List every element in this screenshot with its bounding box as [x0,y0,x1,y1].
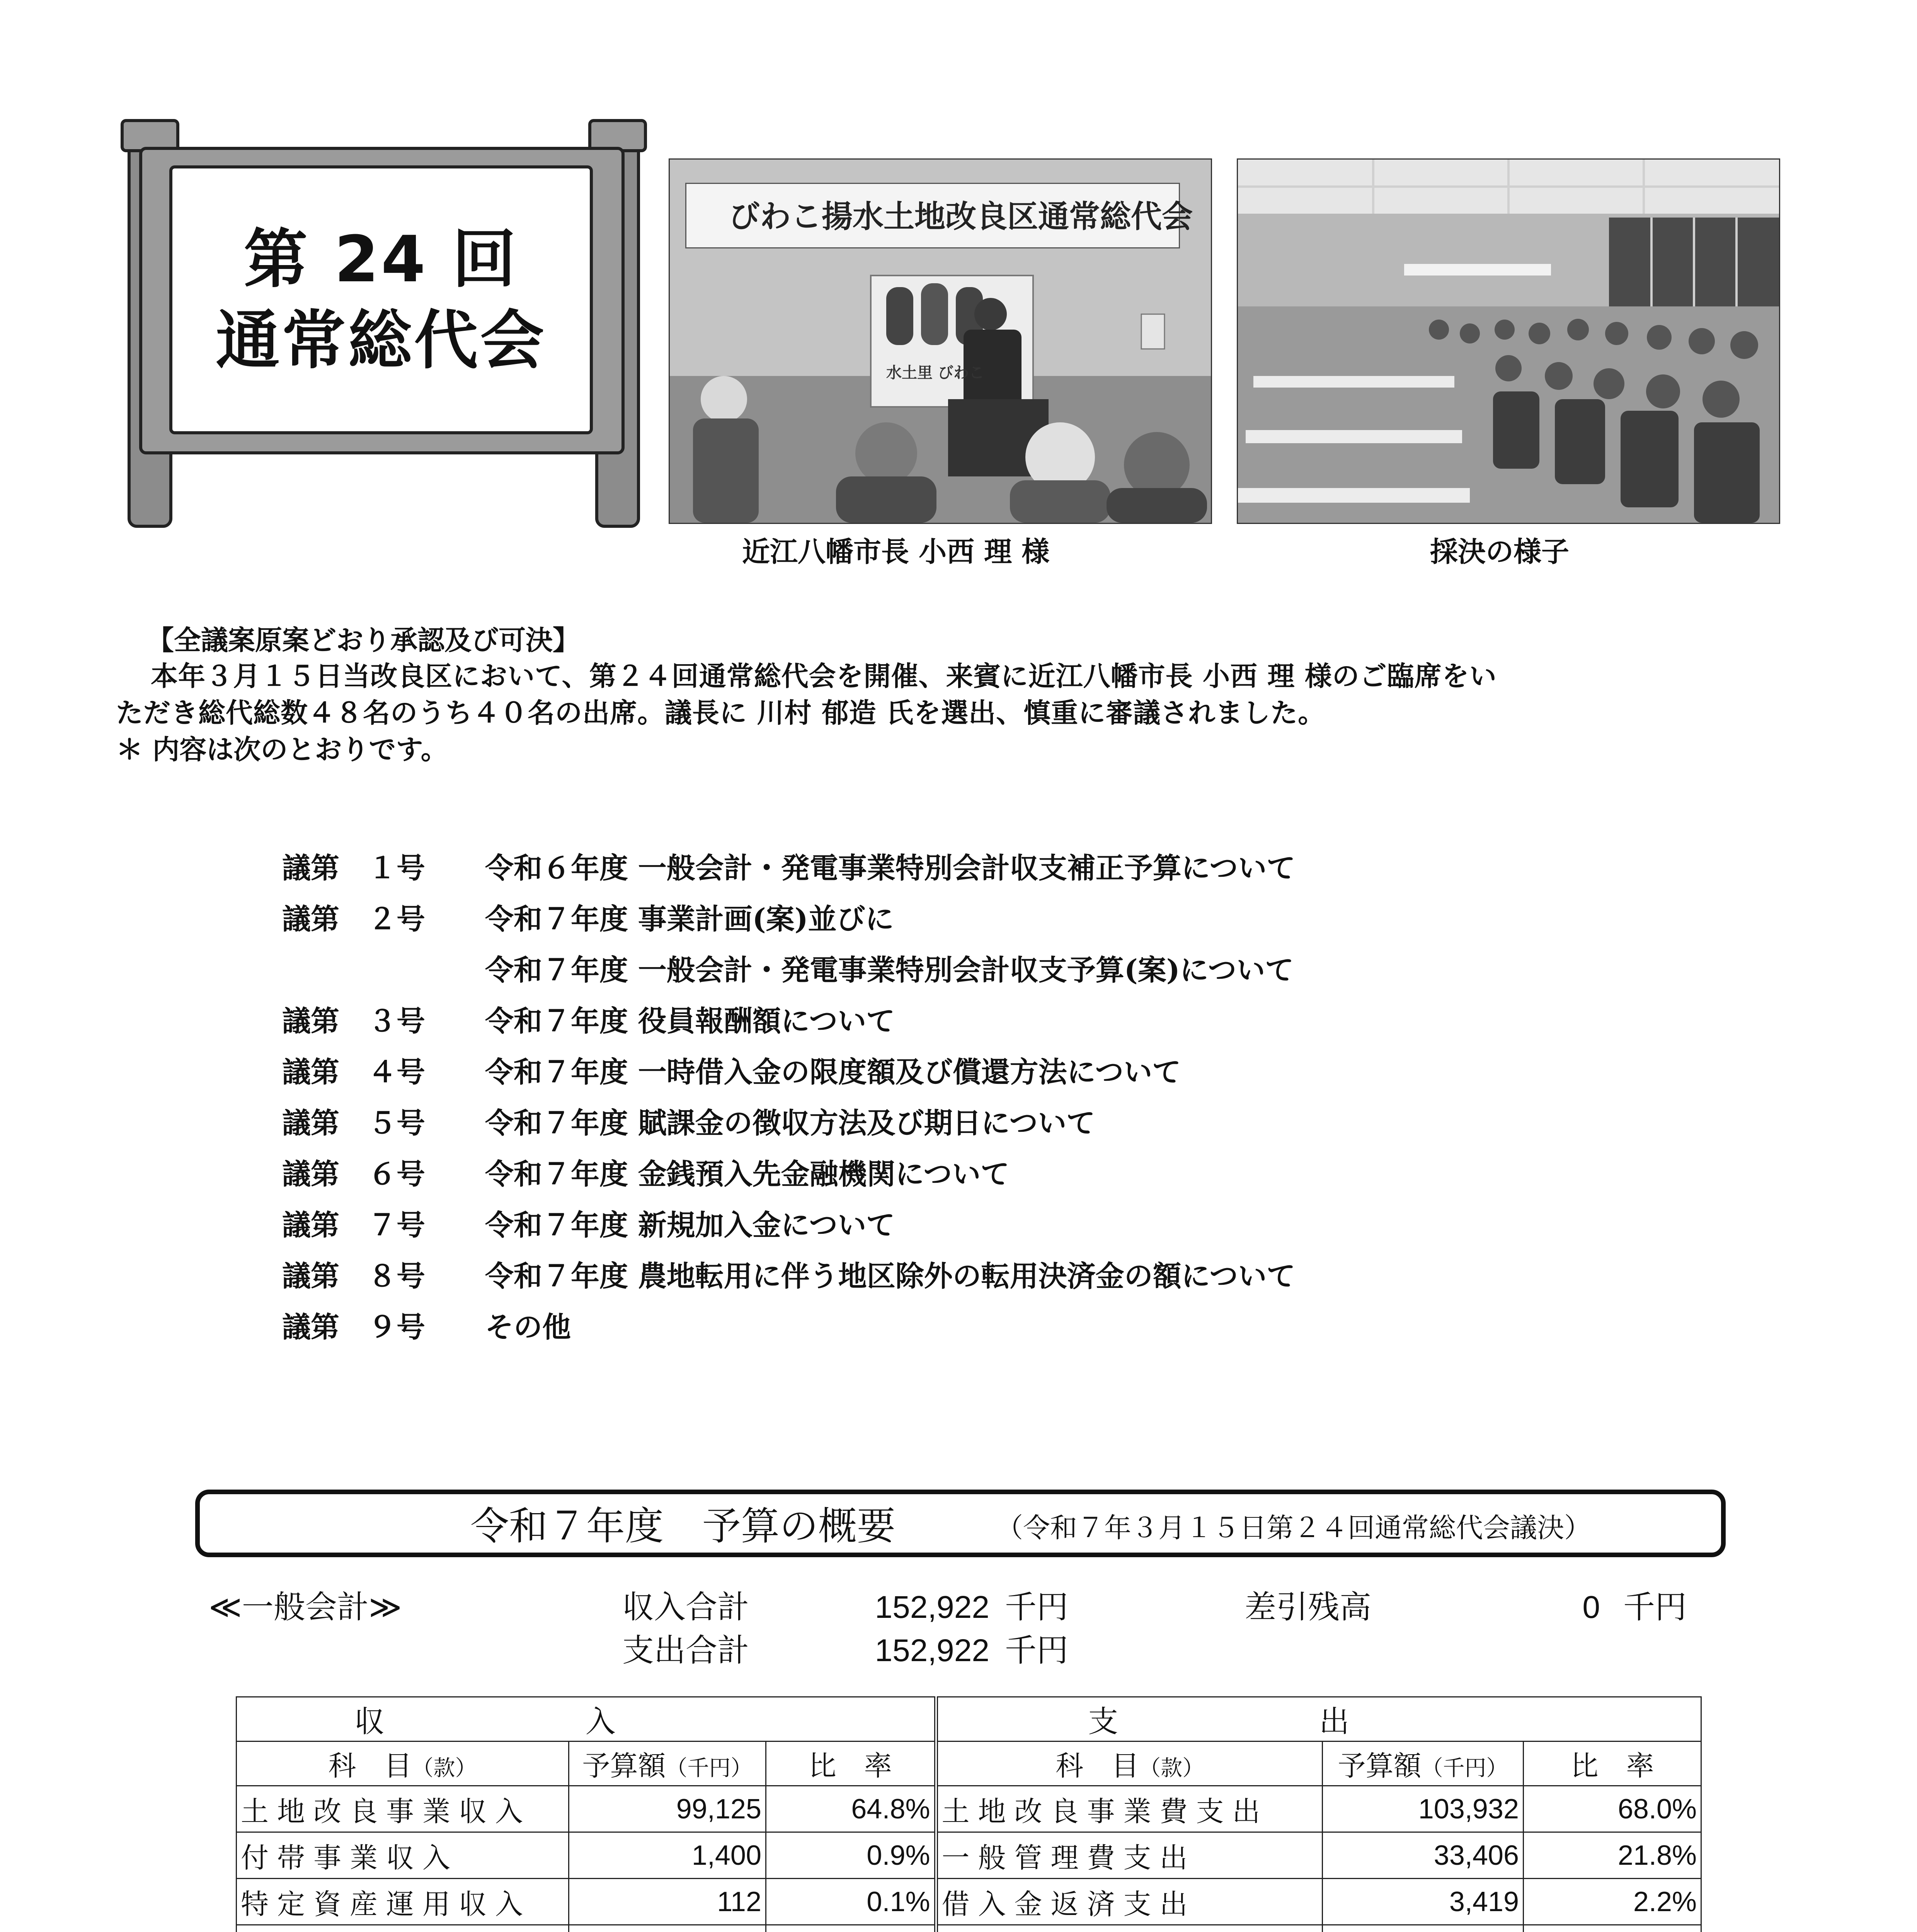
intro-paragraph-line2: ただき総代総数４８名のうち４０名の出席。議長に 川村 郁造 氏を選出、慎重に審議されました。 [116,697,1326,729]
photo-banner-text: びわこ揚水土地改良区通常総代会 [685,183,1180,248]
general-budget-table [236,1696,1702,1932]
col-item-sub: （款） [412,1756,477,1780]
table-row [237,1832,1701,1879]
photo-caption-mayor: 近江八幡市長 小西 理 様 [742,535,1050,568]
general-expense-value: 152,922 [875,1633,989,1668]
income-amount [569,1925,766,1932]
income-ratio: 64.8% [766,1786,936,1832]
agenda-item [282,1146,1295,1197]
table-row [237,1879,1701,1925]
income-amount: 112 [569,1879,766,1925]
expense-ratio: 68.0% [1524,1786,1701,1832]
intro-note: ＊ 内容は次のとおりです。 [116,733,448,765]
income-col-amount [569,1742,766,1786]
expense-col-amount [1323,1742,1524,1786]
photo-mayor-speech [669,158,1212,524]
income-ratio [766,1925,936,1932]
intro-paragraph-line1: 本年３月１５日当改良区において、第２４回通常総代会を開催、来賓に近江八幡市長 小西 理 様のご臨席をい [151,660,1497,692]
budget-subtitle: （令和７年３月１５日第２４回通常総代会議決） [996,1513,1591,1543]
income-item [237,1925,569,1932]
expense-amount: 3,419 [1323,1879,1524,1925]
income-col-ratio: 比 率 [766,1742,936,1786]
general-income-label: 収入合計 [622,1590,749,1625]
signboard-title-line1: 第 24 回 [243,222,519,296]
agenda-item [282,1044,1295,1095]
agenda-list [282,840,1295,1350]
expense-col-item [936,1742,1323,1786]
income-item: 特定資産運用収入 [237,1879,569,1925]
income-col-item [237,1742,569,1786]
col-amount-sub: （千円） [666,1756,752,1780]
expense-ratio: 2.2% [1524,1879,1701,1925]
signboard-title-line2: 通常総代会 [216,303,546,378]
income-item: 付帯事業収入 [237,1832,569,1879]
table-row [237,1925,1701,1932]
expense-amount [1323,1925,1524,1932]
expense-item: 土地改良事業費支出 [936,1786,1323,1832]
income-header: 収入 [237,1697,936,1742]
expense-ratio: 21.8% [1524,1832,1701,1879]
general-expense-label: 支出合計 [622,1633,749,1668]
income-amount: 99,125 [569,1786,766,1832]
photo-vote [1237,158,1780,524]
agenda-number: 議第 ７号 [282,1209,425,1242]
expense-amount: 33,406 [1323,1832,1524,1879]
podium-sign-text: 水土里 びわこ [886,364,984,382]
agenda-title: 令和７年度 金銭預入先金融機関について [485,1158,1010,1191]
income-ratio: 0.1% [766,1879,936,1925]
general-balance-label: 差引残高 [1245,1590,1372,1625]
general-expense-unit: 千円 [1005,1633,1069,1668]
photo-caption-vote: 採決の様子 [1430,535,1570,568]
expense-item: 一般管理費支出 [936,1832,1323,1879]
expense-ratio [1524,1925,1701,1932]
general-account-label: ≪一般会計≫ [209,1590,402,1625]
agenda-number: 議第 １号 [282,852,425,885]
expense-header: 支出 [936,1697,1701,1742]
agenda-title: 令和７年度 事業計画(案)並びに [485,903,894,936]
signboard-panel [139,147,625,454]
agenda-item [282,1095,1295,1146]
expense-amount: 103,932 [1323,1786,1524,1832]
agenda-item [282,942,1295,993]
agenda-number: 議第 ４号 [282,1056,425,1089]
agenda-title: 令和７年度 一般会計・発電事業特別会計収支予算(案)について [485,954,1294,987]
agenda-item [282,993,1295,1044]
agenda-title: 令和６年度 一般会計・発電事業特別会計収支補正予算について [485,852,1296,885]
col-item-label: 科 目 [1056,1751,1139,1782]
income-item: 土地改良事業収入 [237,1786,569,1832]
col-item-label: 科 目 [328,1751,412,1782]
agenda-item [282,1299,1295,1350]
general-balance-unit: 千円 [1623,1590,1687,1625]
income-amount: 1,400 [569,1832,766,1879]
agenda-number: 議第 ５号 [282,1107,425,1140]
expense-item: 借入金返済支出 [936,1879,1323,1925]
agenda-number: 議第 ９号 [282,1311,425,1344]
table-subheader-row [237,1742,1701,1786]
agenda-number: 議第 ６号 [282,1158,425,1191]
agenda-number: 議第 ８号 [282,1260,425,1293]
agenda-title: 令和７年度 農地転用に伴う地区除外の転用決済金の額について [485,1260,1296,1293]
col-amount-sub: （千円） [1421,1756,1508,1780]
agenda-item [282,891,1295,942]
income-ratio: 0.9% [766,1832,936,1879]
table-header-row [237,1697,1701,1742]
agenda-number: 議第 ２号 [282,903,425,936]
budget-title: 令和７年度 予算の概要 [470,1505,896,1548]
col-item-sub: （款） [1139,1756,1204,1780]
approval-heading: 【全議案原案どおり承認及び可決】 [147,624,580,656]
general-income-value: 152,922 [875,1590,989,1625]
table-row [237,1786,1701,1832]
general-income-unit: 千円 [1005,1590,1069,1625]
col-amount-label: 予算額 [582,1751,666,1782]
expense-item [936,1925,1323,1932]
budget-title-box [195,1490,1726,1557]
voting-hall-illustration [1238,160,1779,523]
agenda-item [282,840,1295,891]
agenda-number: 議第 ３号 [282,1005,425,1038]
agenda-title: 令和７年度 賦課金の徴収方法及び期日について [485,1107,1095,1140]
agenda-title: 令和７年度 役員報酬額について [485,1005,895,1038]
col-amount-label: 予算額 [1338,1751,1422,1782]
agenda-title: 令和７年度 一時借入金の限度額及び償還方法について [485,1056,1181,1089]
agenda-item [282,1197,1295,1248]
general-balance-value: 0 [1582,1590,1600,1625]
agenda-title: 令和７年度 新規加入金について [485,1209,895,1242]
agenda-title: その他 [485,1311,571,1344]
expense-col-ratio: 比 率 [1524,1742,1701,1786]
agenda-item [282,1248,1295,1299]
